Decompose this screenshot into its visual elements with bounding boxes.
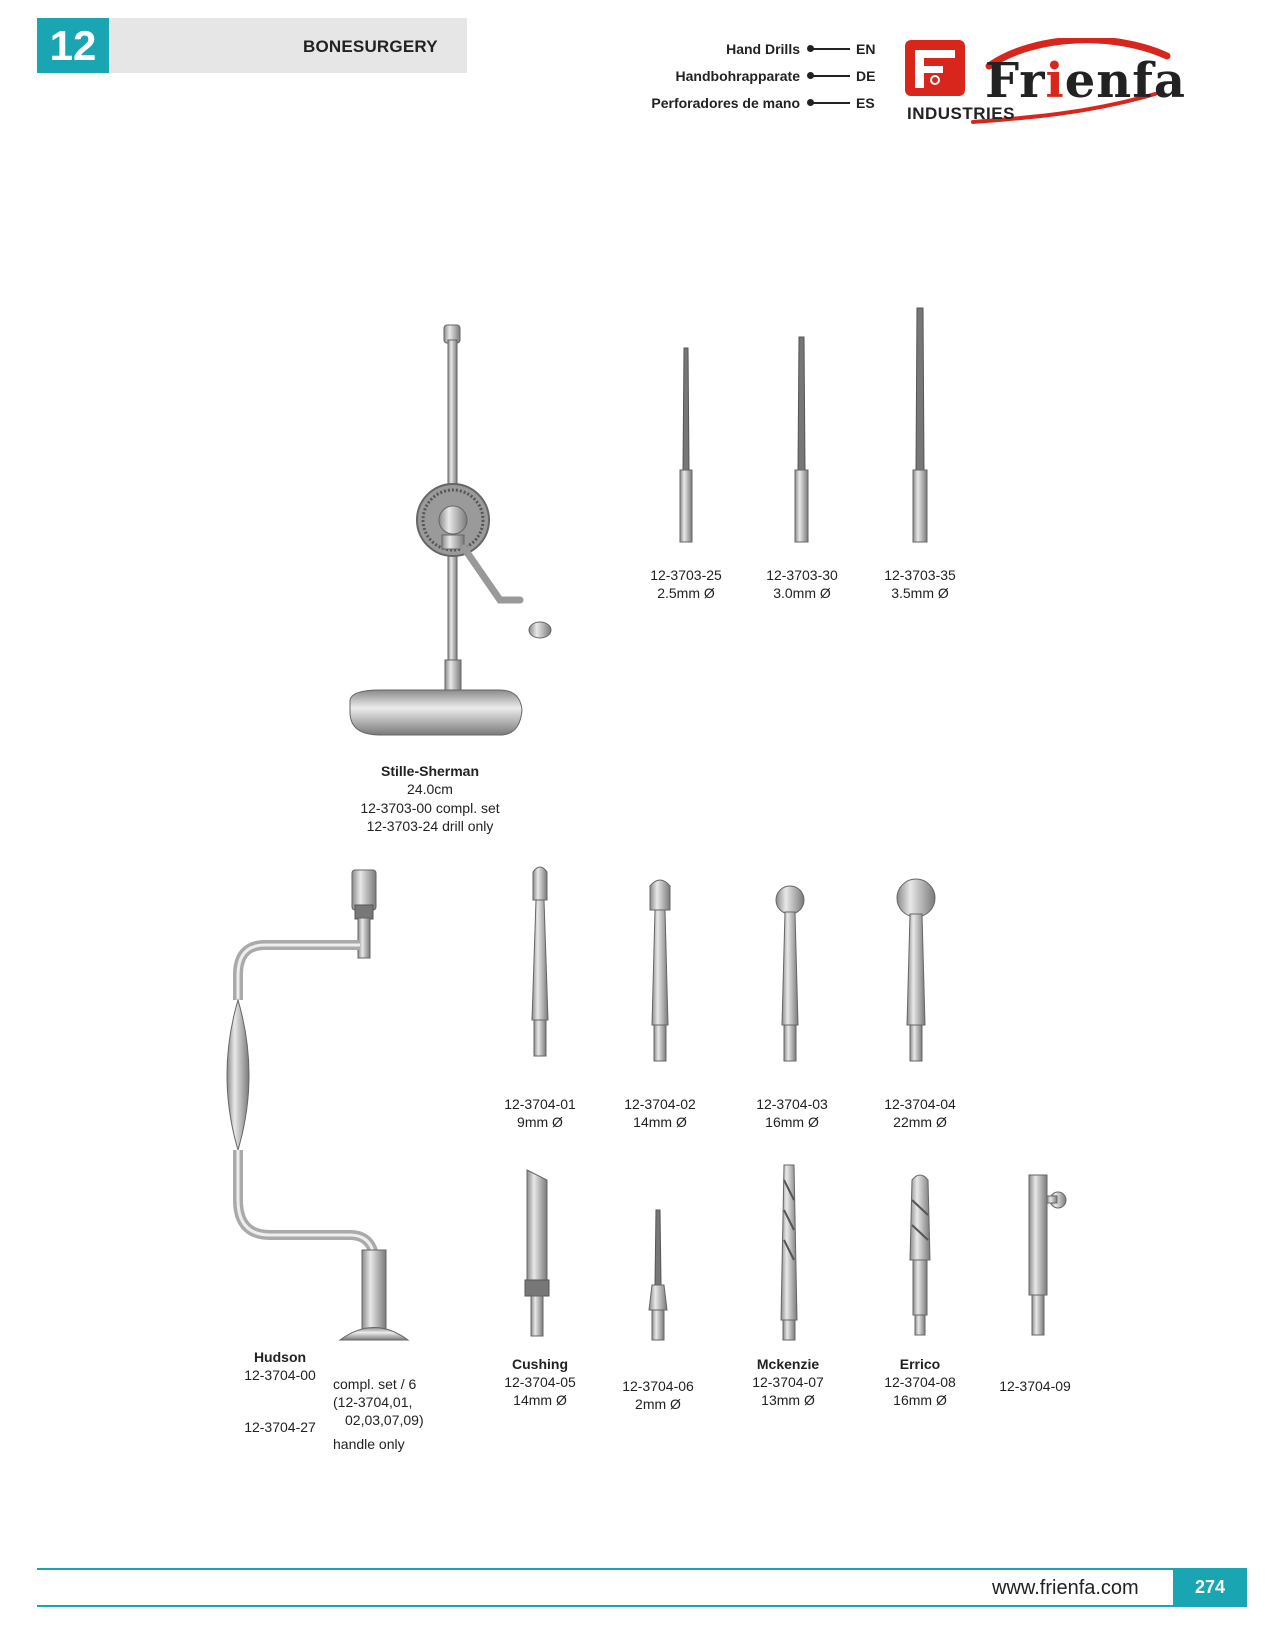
hudson-handle-desc: handle only	[333, 1436, 405, 1452]
language-label: Hand Drills	[726, 41, 800, 57]
product-name: Cushing	[512, 1356, 568, 1372]
product-size: 3.0mm Ø	[773, 585, 831, 601]
product-code: 12-3704-01	[504, 1096, 576, 1112]
product-size: 24.0cm	[407, 781, 453, 797]
burr-caption	[742, 1095, 842, 1131]
product-name: Hudson	[253, 1349, 307, 1365]
product-size: 14mm Ø	[513, 1392, 567, 1408]
product-code: 12-3704-02	[624, 1096, 696, 1112]
cushing-burr-12-3704-05-icon	[525, 1170, 549, 1336]
stille-sherman-drill-icon	[350, 325, 551, 735]
product-size: 14mm Ø	[633, 1114, 687, 1130]
drill-bit-12-3703-25-icon	[680, 348, 692, 542]
drill-bit-caption	[636, 566, 736, 602]
product-code: 12-3704-03	[756, 1096, 828, 1112]
language-code: DE	[856, 68, 876, 84]
product-code: 12-3704-08	[884, 1374, 956, 1390]
set-desc-line: (12-3704,01,	[333, 1394, 413, 1410]
product-size: 9mm Ø	[517, 1114, 563, 1130]
product-code: 12-3703-35	[884, 567, 956, 583]
stille-sherman-caption	[355, 762, 505, 798]
burr-12-3704-01-icon	[532, 867, 548, 1056]
hudson-handle-code: 12-3704-27	[244, 1419, 316, 1435]
product-code: 12-3704-09	[999, 1378, 1071, 1394]
burr-12-3704-02-icon	[650, 880, 670, 1061]
footer-url[interactable]: www.frienfa.com	[992, 1577, 1139, 1599]
product-size: 22mm Ø	[893, 1114, 947, 1130]
burr-caption	[870, 1095, 970, 1131]
product-code: 12-3703-24 drill only	[366, 818, 494, 834]
product-size: 16mm Ø	[893, 1392, 947, 1408]
mckenzie-burr-12-3704-07-icon	[781, 1165, 797, 1340]
language-code: EN	[856, 41, 876, 57]
product-size: 16mm Ø	[765, 1114, 819, 1130]
burr-caption	[490, 1355, 590, 1409]
product-code: 12-3703-00 compl. set	[360, 800, 500, 816]
burr-caption	[870, 1355, 970, 1409]
drill-bit-caption	[870, 566, 970, 602]
logo-subtitle: INDUSTRIES	[907, 104, 1015, 123]
adapter-12-3704-09-icon	[1029, 1175, 1066, 1335]
footer-rule-top	[37, 1568, 1247, 1570]
product-size: 3.5mm Ø	[891, 585, 949, 601]
errico-burr-12-3704-08-icon	[910, 1175, 930, 1335]
burr-caption	[608, 1377, 708, 1413]
drill-12-3704-06-icon	[649, 1210, 667, 1340]
set-desc-line: 02,03,07,09)	[345, 1412, 424, 1428]
burr-caption	[610, 1095, 710, 1131]
set-desc-line: compl. set / 6	[333, 1376, 417, 1392]
burr-caption	[985, 1377, 1085, 1395]
drill-bit-12-3703-30-icon	[795, 337, 808, 542]
product-code: 12-3704-04	[884, 1096, 956, 1112]
stille-sherman-codes	[350, 799, 510, 835]
drill-bit-caption	[752, 566, 852, 602]
product-size: 2.5mm Ø	[657, 585, 715, 601]
language-code: ES	[856, 95, 875, 111]
footer-rule-bottom	[37, 1605, 1247, 1607]
product-code: 12-3704-06	[622, 1378, 694, 1394]
product-name: Errico	[899, 1356, 941, 1372]
hudson-caption	[232, 1348, 328, 1384]
chapter-number: 12	[37, 18, 109, 73]
drill-bit-12-3703-35-icon	[913, 308, 927, 542]
language-label: Handbohrapparate	[675, 68, 800, 84]
product-code: 12-3704-00	[244, 1367, 316, 1383]
burr-caption	[490, 1095, 590, 1131]
page-number: 274	[1173, 1568, 1247, 1606]
product-code: 12-3704-05	[504, 1374, 576, 1390]
product-name: Stille-Sherman	[380, 763, 480, 779]
product-code: 12-3703-25	[650, 567, 722, 583]
product-size: 2mm Ø	[635, 1396, 681, 1412]
product-code: 12-3704-07	[752, 1374, 824, 1390]
section-title: BONESURGERY	[303, 37, 438, 56]
burr-caption	[738, 1355, 838, 1409]
hudson-brace-icon	[227, 870, 408, 1340]
burr-12-3704-03-icon	[776, 886, 804, 1061]
product-name: Mckenzie	[756, 1356, 820, 1372]
product-size: 13mm Ø	[761, 1392, 815, 1408]
logo-brand: Frienfa	[985, 53, 1186, 109]
hudson-set-description	[333, 1375, 424, 1429]
product-code: 12-3703-30	[766, 567, 838, 583]
language-label: Perforadores de mano	[651, 95, 800, 111]
burr-12-3704-04-icon	[897, 879, 935, 1061]
